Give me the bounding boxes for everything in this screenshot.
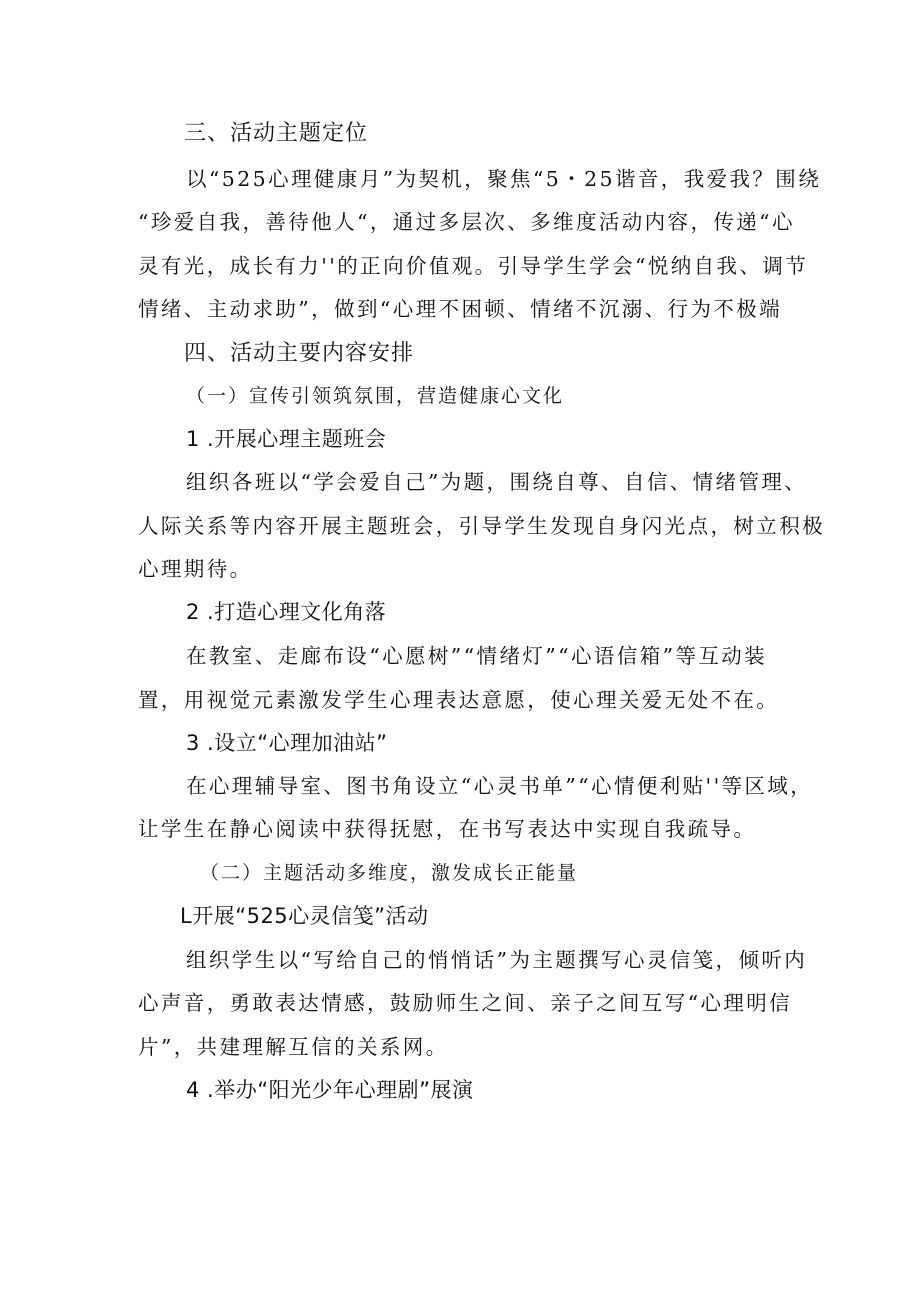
paragraph-line: 情绪、主动求助”，做到“心理不困顿、情绪不沉溺、行为不极端 bbox=[138, 297, 783, 321]
item-title-2: 2 .打造心理文化角落 bbox=[186, 600, 387, 624]
item-title-1: 1 .开展心理主题班会 bbox=[186, 427, 387, 451]
paragraph-line: 在心理辅导室、图书角设立“心灵书单”“心情便利贴''等区域， bbox=[186, 774, 814, 798]
section-heading-3: 三、活动主题定位 bbox=[184, 121, 369, 146]
paragraph-line: 片”，共建理解互信的关系网。 bbox=[138, 1035, 449, 1059]
paragraph-line: 让学生在静心阅读中获得抚慰，在书写表达中实现自我疏导。 bbox=[138, 817, 757, 841]
paragraph-line: 灵有光，成长有力''的正向价值观。引导学生学会“悦纳自我、调节 bbox=[138, 254, 809, 278]
paragraph-line: 组织学生以“写给自己的悄悄话”为主题撰写心灵信笺，倾听内 bbox=[186, 948, 808, 972]
paragraph-line: 以“525心理健康月”为契机，聚焦“5・25谐音，我爱我？围绕 bbox=[186, 167, 822, 191]
paragraph-line: 置，用视觉元素激发学生心理表达意愿，使心理关爱无处不在。 bbox=[138, 688, 780, 712]
section-heading-4: 四、活动主要内容安排 bbox=[184, 341, 415, 366]
subsection-heading-1: （一）宣传引领筑氛围，营造健康心文化 bbox=[186, 385, 565, 407]
item-title-5: 4 .举办“阳光少年心理剧”展演 bbox=[186, 1078, 474, 1102]
item-title-4: L开展“525心灵信笺”活动 bbox=[180, 904, 429, 928]
subsection-heading-2: （二）主题活动多维度，激发成长正能量 bbox=[200, 862, 579, 884]
paragraph-line: 组织各班以“学会爱自己”为题，围绕自尊、自信、情绪管理、 bbox=[186, 470, 808, 494]
paragraph-line: “珍爱自我，善待他人“，通过多层次、多维度活动内容，传递“心 bbox=[138, 210, 795, 234]
paragraph-line: 人际关系等内容开展主题班会，引导学生发现自身闪光点，树立积极 bbox=[138, 514, 825, 538]
paragraph-line: 在教室、走廊布设“心愿树”“情绪灯”“心语信箱”等互动装 bbox=[186, 644, 768, 668]
item-title-3: 3 .设立“心理加油站” bbox=[186, 731, 388, 755]
paragraph-line: 心声音，勇敢表达情感，鼓励师生之间、亲子之间互写“心理明信 bbox=[138, 991, 793, 1015]
paragraph-line: 心理期待。 bbox=[138, 557, 253, 581]
